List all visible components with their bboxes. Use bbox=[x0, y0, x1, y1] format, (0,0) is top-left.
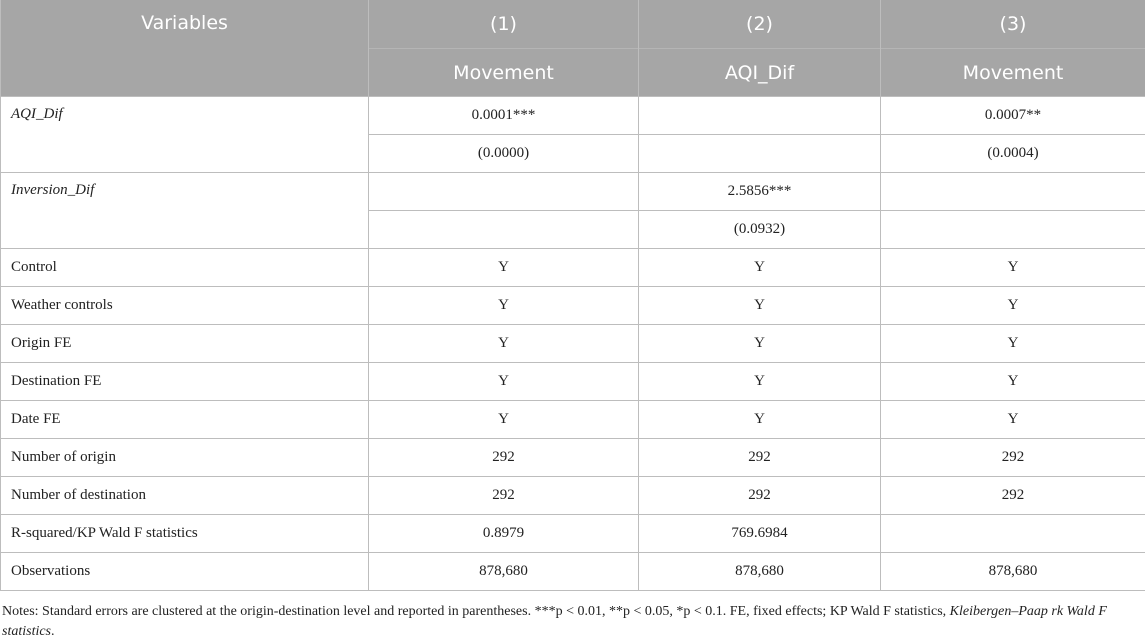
num-dest-value-3: 292 bbox=[881, 477, 1145, 515]
date-fe-value-2: Y bbox=[639, 401, 881, 439]
inversion-dif-coef-2: 2.5856*** bbox=[639, 173, 881, 211]
num-origin-value-1: 292 bbox=[369, 439, 639, 477]
date-fe-value-1: Y bbox=[369, 401, 639, 439]
table-notes bbox=[2, 602, 1142, 642]
destination-fe-value-2: Y bbox=[639, 363, 881, 401]
rsq-value-3 bbox=[881, 515, 1145, 553]
aqi-dif-coef-1: 0.0001*** bbox=[369, 97, 639, 135]
origin-fe-value-1: Y bbox=[369, 325, 639, 363]
row-label-date-fe: Date FE bbox=[1, 401, 369, 439]
destination-fe-value-3: Y bbox=[881, 363, 1145, 401]
row-label-destination-fe: Destination FE bbox=[1, 363, 369, 401]
aqi-dif-se-2 bbox=[639, 135, 881, 173]
inversion-dif-coef-1 bbox=[369, 173, 639, 211]
row-label-weather-controls: Weather controls bbox=[1, 287, 369, 325]
num-dest-value-2: 292 bbox=[639, 477, 881, 515]
table-row bbox=[1, 515, 1145, 553]
table-row bbox=[1, 325, 1145, 363]
observations-value-1: 878,680 bbox=[369, 553, 639, 591]
notes-text: Notes: Standard errors are clustered at the origin-destination level and reported in parentheses. ***p < 0.01, **p < 0.05, *p < 0.1. FE, fixed effects; KP Wald F statistics, bbox=[2, 604, 950, 619]
weather-value-2: Y bbox=[639, 287, 881, 325]
column-number-3: (3) bbox=[881, 0, 1145, 49]
aqi-dif-se-3: (0.0004) bbox=[881, 135, 1145, 173]
row-label-r-squared: R-squared/KP Wald F statistics bbox=[1, 515, 369, 553]
notes-italic-term: Kleibergen–Paap rk Wald F statistics bbox=[2, 604, 1107, 639]
row-label-observations: Observations bbox=[1, 553, 369, 591]
inversion-dif-se-2: (0.0932) bbox=[639, 211, 881, 249]
weather-value-1: Y bbox=[369, 287, 639, 325]
table-row bbox=[1, 363, 1145, 401]
notes-end: . bbox=[51, 624, 55, 639]
weather-value-3: Y bbox=[881, 287, 1145, 325]
origin-fe-value-2: Y bbox=[639, 325, 881, 363]
table-body bbox=[1, 97, 1145, 591]
table-row bbox=[1, 173, 1145, 211]
row-label-inversion-dif: Inversion_Dif bbox=[1, 173, 369, 249]
variables-header: Variables bbox=[1, 0, 369, 97]
table-row bbox=[1, 97, 1145, 135]
origin-fe-value-3: Y bbox=[881, 325, 1145, 363]
observations-value-3: 878,680 bbox=[881, 553, 1145, 591]
date-fe-value-3: Y bbox=[881, 401, 1145, 439]
table-row bbox=[1, 249, 1145, 287]
control-value-3: Y bbox=[881, 249, 1145, 287]
dep-var-3: Movement bbox=[881, 49, 1145, 97]
rsq-value-1: 0.8979 bbox=[369, 515, 639, 553]
num-dest-value-1: 292 bbox=[369, 477, 639, 515]
table-row bbox=[1, 553, 1145, 591]
control-value-2: Y bbox=[639, 249, 881, 287]
aqi-dif-se-1: (0.0000) bbox=[369, 135, 639, 173]
table-row bbox=[1, 439, 1145, 477]
table-row bbox=[1, 477, 1145, 515]
table-row bbox=[1, 401, 1145, 439]
inversion-dif-se-1 bbox=[369, 211, 639, 249]
rsq-value-2: 769.6984 bbox=[639, 515, 881, 553]
table-header bbox=[1, 0, 1145, 97]
row-label-number-of-origin: Number of origin bbox=[1, 439, 369, 477]
column-number-2: (2) bbox=[639, 0, 881, 49]
row-label-number-of-destination: Number of destination bbox=[1, 477, 369, 515]
inversion-dif-se-3 bbox=[881, 211, 1145, 249]
column-number-1: (1) bbox=[369, 0, 639, 49]
dep-var-1: Movement bbox=[369, 49, 639, 97]
destination-fe-value-1: Y bbox=[369, 363, 639, 401]
num-origin-value-2: 292 bbox=[639, 439, 881, 477]
aqi-dif-coef-3: 0.0007** bbox=[881, 97, 1145, 135]
aqi-dif-coef-2 bbox=[639, 97, 881, 135]
observations-value-2: 878,680 bbox=[639, 553, 881, 591]
row-label-origin-fe: Origin FE bbox=[1, 325, 369, 363]
table-row bbox=[1, 287, 1145, 325]
row-label-control: Control bbox=[1, 249, 369, 287]
num-origin-value-3: 292 bbox=[881, 439, 1145, 477]
inversion-dif-coef-3 bbox=[881, 173, 1145, 211]
header-row-columns bbox=[1, 0, 1145, 49]
dep-var-2: AQI_Dif bbox=[639, 49, 881, 97]
control-value-1: Y bbox=[369, 249, 639, 287]
row-label-aqi-dif: AQI_Dif bbox=[1, 97, 369, 173]
